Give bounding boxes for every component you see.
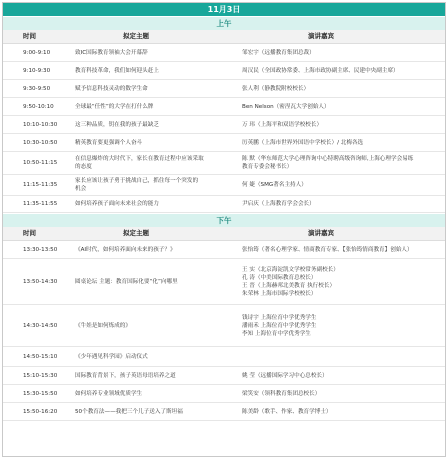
topic-line: 《牛娃是如何炼成的》 xyxy=(75,322,131,329)
topic-line: 如何培养孩子面向未来社会的能力 xyxy=(75,201,159,207)
table-row xyxy=(3,241,445,259)
session-time: 9:30-9:50 xyxy=(23,85,51,92)
session-time: 15:30-15:50 xyxy=(23,390,58,397)
session-time: 15:50-16:20 xyxy=(23,408,58,415)
session-topic xyxy=(73,49,238,57)
session-topic xyxy=(73,139,238,147)
afternoon-header-row xyxy=(3,227,445,241)
speaker-line: 邹宏宇（远播教育集团总裁） xyxy=(242,49,315,56)
morning-label: 上午 xyxy=(3,16,445,30)
table-row xyxy=(3,403,445,421)
topic-line: 《AI时代，如何培养面向未来的孩子？》 xyxy=(75,246,176,253)
session-time: 13:50-14:30 xyxy=(23,278,58,285)
session-time: 9:50-10:10 xyxy=(23,103,54,110)
session-time: 10:30-10:50 xyxy=(23,139,58,146)
topic-line: 的态度 xyxy=(75,164,92,170)
topic-line: 如何培养专业领域优质学生 xyxy=(75,390,143,397)
speaker-line: 教育专委会秘书长） xyxy=(242,164,293,170)
speaker-line: 姚 莹（远播国际学习中心总校长） xyxy=(242,372,328,379)
table-row xyxy=(3,367,445,385)
header-speaker: 演讲嘉宾 xyxy=(308,32,334,40)
speaker-line: 万 玮（上海平和双语学校校长） xyxy=(242,121,323,128)
speaker-line: 李知 上海位育中学优秀学生 xyxy=(242,330,311,337)
session-speaker xyxy=(238,67,445,75)
session-topic xyxy=(73,121,238,129)
session-time: 14:30-14:50 xyxy=(23,322,58,329)
topic-line: 精英教育要更强调个人奋斗 xyxy=(75,139,143,146)
topic-line: 赋予信息科技灵动的数学生命 xyxy=(75,85,148,92)
speaker-line: 厉英鹏（上海市世界外国语中学校长）/ 北梅各选 xyxy=(242,139,364,146)
session-time: 11:15-11:35 xyxy=(23,182,58,188)
schedule-table xyxy=(2,2,446,457)
session-speaker xyxy=(238,390,445,398)
table-row xyxy=(3,44,445,62)
table-row xyxy=(3,175,445,196)
header-speaker: 演讲嘉宾 xyxy=(308,229,334,237)
topic-line: 教育科技革命，我们如何迎头赶上 xyxy=(75,67,159,74)
speaker-line: Ben Nelson（密涅瓦大学创始人） xyxy=(242,103,330,110)
table-row xyxy=(3,385,445,403)
date-title: 11月3日 xyxy=(3,3,445,16)
session-speaker xyxy=(238,139,445,147)
session-speaker xyxy=(238,246,445,254)
table-row xyxy=(3,116,445,134)
header-time: 时间 xyxy=(23,32,36,40)
session-speaker xyxy=(238,266,445,298)
session-speaker xyxy=(238,155,445,171)
topic-line: 国际教育背景下，孩子英语母语培养之道 xyxy=(75,372,176,379)
session-time: 13:30-13:50 xyxy=(23,246,58,253)
table-row xyxy=(3,62,445,80)
topic-line: 《少年遇见科学园》启动仪式 xyxy=(75,353,148,360)
session-speaker xyxy=(238,181,445,189)
session-speaker xyxy=(238,121,445,129)
session-time: 11:35-11:55 xyxy=(23,201,58,207)
session-speaker xyxy=(238,372,445,380)
morning-header-row xyxy=(3,30,445,44)
session-speaker xyxy=(238,200,445,208)
topic-line: 全球最“任性”的大学在打什么牌 xyxy=(75,103,154,110)
speaker-line: 尹启庆（上海教育学会会长） xyxy=(242,201,315,207)
header-topic: 拟定主题 xyxy=(123,229,149,237)
table-row xyxy=(3,98,445,116)
session-speaker xyxy=(238,49,445,57)
table-row xyxy=(3,347,445,367)
session-speaker xyxy=(238,408,445,416)
topic-line: 这三种品质，钥在我的孩子最缺乏 xyxy=(75,121,159,128)
session-speaker xyxy=(238,103,445,111)
morning-rows xyxy=(3,44,445,213)
session-speaker xyxy=(238,314,445,338)
table-row xyxy=(3,305,445,347)
speaker-line: 王 实（北京海淀凯文学校常务副校长） xyxy=(242,266,339,273)
speaker-line: 陈 默（华东师范大学心理咨询中心特聘高级咨询师,上海心理学会易练 xyxy=(242,156,414,162)
topic-line: 家长应该让孩子勇于挑战自己，抓住每一个突发的 xyxy=(75,178,199,184)
session-time: 14:50-15:10 xyxy=(23,353,58,360)
afternoon-rows xyxy=(3,241,445,421)
topic-line: 50个教育法——我把三个儿子送入了斯坦福 xyxy=(75,408,183,415)
session-time: 9:00-9:10 xyxy=(23,49,51,56)
session-time: 9:10-9:30 xyxy=(23,67,51,74)
speaker-line: 梁笑安（领科教育集团总校长） xyxy=(242,390,321,397)
session-topic xyxy=(73,200,238,208)
afternoon-label: 下午 xyxy=(3,213,445,227)
speaker-line: 钱诗宇 上海位育中学优秀学生 xyxy=(242,314,317,321)
topic-line: 机会 xyxy=(75,186,87,192)
speaker-line: 王 晋（上海赫邦北美教育 执行校长） xyxy=(242,282,336,289)
session-topic xyxy=(73,67,238,75)
session-topic xyxy=(73,390,238,398)
speaker-line: 潘雨禾 上海位育中学优秀学生 xyxy=(242,322,317,329)
topic-line: 在信息爆炸的大时代下，家长在教育过程中应该采取 xyxy=(75,156,204,162)
table-row xyxy=(3,259,445,305)
session-topic xyxy=(73,353,238,361)
session-topic xyxy=(73,372,238,380)
session-time: 10:50-11:15 xyxy=(23,160,58,166)
speaker-line: 陈美龄（歌手、作家、教育学博士） xyxy=(242,408,332,415)
table-row xyxy=(3,152,445,175)
speaker-line: 孔 涛（中美国际教育总校长） xyxy=(242,274,317,281)
session-topic xyxy=(73,155,238,171)
session-topic xyxy=(73,246,238,254)
speaker-line: 张人利（静教院附校校长） xyxy=(242,85,310,92)
session-topic xyxy=(73,408,238,416)
session-topic xyxy=(73,322,238,330)
speaker-line: 张怡筠（著名心理学家、情商教育专家、【张怡筠情商教育】创始人） xyxy=(242,246,413,253)
speaker-line: 何 婕（SMG著名主持人） xyxy=(242,182,307,188)
morning-section xyxy=(3,16,445,213)
session-topic xyxy=(73,103,238,111)
header-topic: 拟定主题 xyxy=(123,32,149,40)
afternoon-section xyxy=(3,213,445,421)
topic-line: 圆桌论坛 主题：教育国际化要“化”向哪里 xyxy=(75,278,178,285)
session-topic xyxy=(73,278,238,286)
session-time: 15:10-15:30 xyxy=(23,372,58,379)
session-speaker xyxy=(238,85,445,93)
speaker-line: 周汉民（全国政协常委、上海市政协副主席、民建中央副主席） xyxy=(242,67,399,74)
session-time: 10:10-10:30 xyxy=(23,121,58,128)
table-row xyxy=(3,134,445,152)
speaker-line: 朱荣林 上海市国际学校校长） xyxy=(242,290,317,297)
header-time: 时间 xyxy=(23,229,36,237)
table-row xyxy=(3,80,445,98)
topic-line: 致IC国际教育领袖大会开幕辞 xyxy=(75,49,148,56)
session-topic xyxy=(73,85,238,93)
table-row xyxy=(3,196,445,213)
session-topic xyxy=(73,177,238,193)
